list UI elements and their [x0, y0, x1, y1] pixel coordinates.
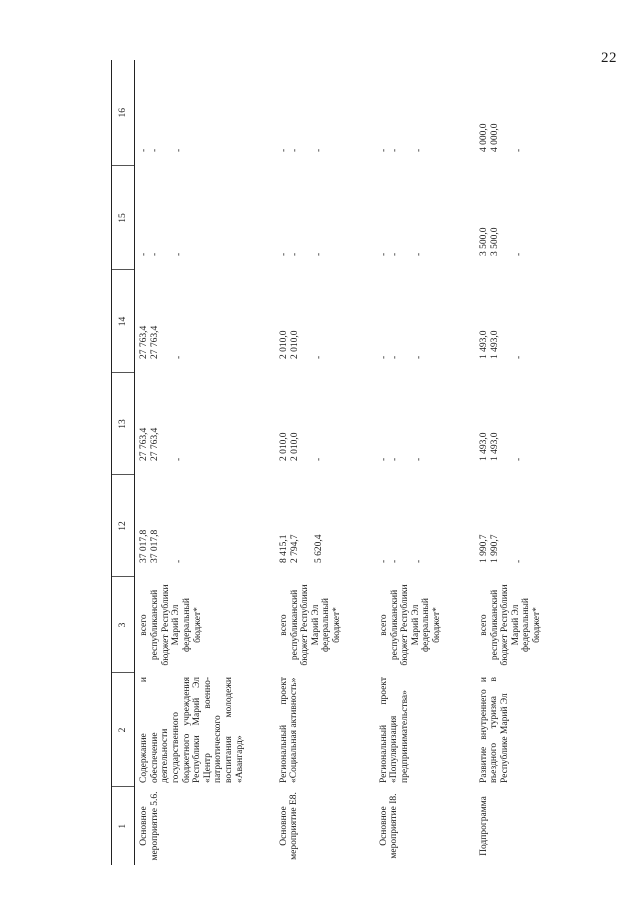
- column-header: 12: [112, 475, 135, 577]
- column-header: 16: [112, 60, 135, 166]
- column-header: 1: [112, 787, 135, 865]
- value: -: [150, 148, 160, 152]
- value: -: [174, 148, 184, 152]
- value: -: [389, 148, 400, 152]
- measure-title: Содержание и обеспечение деятельности государственного бюджетного учреждения Республики Марий Эл «Центр военно-патриотического воспитания молодежи «Авангард»: [139, 677, 245, 783]
- value-cell: [375, 373, 475, 475]
- measure-title: Региональный проект «Популяризация предпринимательства»: [378, 677, 410, 783]
- value-cell: [135, 475, 275, 577]
- value: 37 017,8: [150, 529, 160, 563]
- value: 2 010,0: [289, 432, 300, 461]
- value: -: [313, 457, 324, 461]
- value: 8 415,1: [278, 534, 289, 563]
- value-cell: [475, 60, 585, 166]
- value-cell: [375, 475, 475, 577]
- value: -: [413, 457, 424, 461]
- value: -: [378, 457, 389, 461]
- measure-code: Основное мероприятие I8.: [378, 793, 400, 859]
- value: -: [389, 252, 400, 256]
- column-header: 14: [112, 270, 135, 373]
- table-row: [135, 60, 275, 865]
- value-cell: [475, 270, 585, 373]
- value: -: [313, 148, 324, 152]
- value-cell: [135, 373, 275, 475]
- column-header: 13: [112, 373, 135, 475]
- measure-code: Основное мероприятие 5.6.: [139, 791, 160, 861]
- value: 2 010,0: [289, 330, 300, 359]
- value: 1 990,7: [478, 534, 489, 563]
- value: -: [378, 355, 389, 359]
- value: -: [174, 457, 184, 461]
- column-header: 2: [112, 673, 135, 787]
- value: 1 990,7: [489, 534, 500, 563]
- source-label: федеральный бюджет*: [321, 598, 342, 652]
- value: 27 763,4: [139, 325, 149, 359]
- table-header-row: [112, 60, 135, 865]
- source-label: федеральный бюджет*: [421, 598, 442, 652]
- source-label: федеральный бюджет*: [181, 598, 203, 652]
- table-row: [275, 60, 375, 865]
- rotated-table-container: [111, 60, 631, 865]
- financing-table: [111, 60, 585, 865]
- value: -: [513, 252, 524, 256]
- column-header: 15: [112, 166, 135, 270]
- value: -: [513, 559, 524, 563]
- measure-title: Региональный проект «Социальная активность»: [278, 677, 300, 783]
- source-label: республиканский бюджет Республики Марий Эл: [289, 584, 321, 666]
- value: -: [139, 252, 149, 256]
- value: 2 794,7: [289, 534, 300, 563]
- value: 37 017,8: [139, 529, 149, 563]
- value: -: [378, 252, 389, 256]
- value: -: [413, 252, 424, 256]
- value-cell: [475, 373, 585, 475]
- value-cell: [275, 166, 375, 270]
- value: 1 493,0: [478, 330, 489, 359]
- value: -: [278, 252, 289, 256]
- value: -: [313, 252, 324, 256]
- value: 27 763,4: [150, 427, 160, 461]
- value: -: [289, 252, 300, 256]
- value-cell: [375, 60, 475, 166]
- value: -: [413, 148, 424, 152]
- value: -: [289, 148, 300, 152]
- funding-sources: [135, 577, 275, 673]
- source-label: всего: [478, 614, 489, 636]
- value-cell: [135, 270, 275, 373]
- value-cell: [475, 475, 585, 577]
- value: 27 763,4: [150, 325, 160, 359]
- value: -: [150, 252, 160, 256]
- value-cell: [275, 60, 375, 166]
- value: -: [378, 148, 389, 152]
- value: -: [389, 355, 400, 359]
- value: 4 000,0: [489, 123, 500, 152]
- source-label: республиканский бюджет Республики Марий Эл: [489, 584, 521, 666]
- value: -: [513, 148, 524, 152]
- table-row: [475, 60, 585, 865]
- value: -: [174, 355, 184, 359]
- value: -: [378, 559, 389, 563]
- value: -: [413, 355, 424, 359]
- column-header: 3: [112, 577, 135, 673]
- source-label: всего: [139, 614, 149, 636]
- value: 5 620,4: [313, 534, 324, 563]
- value: -: [174, 559, 184, 563]
- value: 27 763,4: [139, 427, 149, 461]
- value: 3 500,0: [489, 227, 500, 256]
- value: -: [389, 559, 400, 563]
- value: 3 500,0: [478, 227, 489, 256]
- measure-title: Развитие внутреннего и въездного туризма в Республике Марий Эл: [478, 677, 510, 783]
- value: -: [313, 355, 324, 359]
- value: 2 010,0: [278, 330, 289, 359]
- value: 1 493,0: [478, 432, 489, 461]
- source-label: всего: [378, 614, 389, 636]
- value: -: [413, 559, 424, 563]
- value-cell: [275, 270, 375, 373]
- measure-code: Основное мероприятие Е8.: [278, 792, 300, 860]
- source-label: республиканский бюджет Республики Марий Эл: [389, 584, 421, 666]
- page-number: 22: [601, 50, 617, 66]
- value-cell: [135, 166, 275, 270]
- value: -: [513, 355, 524, 359]
- measure-code: Подпрограмма: [478, 796, 489, 856]
- value: -: [513, 457, 524, 461]
- value: 2 010,0: [278, 432, 289, 461]
- value: 1 493,0: [489, 330, 500, 359]
- funding-sources: [475, 577, 585, 673]
- value: -: [139, 148, 149, 152]
- source-label: республиканский бюджет Республики Марий Эл: [150, 584, 182, 666]
- funding-sources: [375, 577, 475, 673]
- value-cell: [135, 60, 275, 166]
- value-cell: [275, 373, 375, 475]
- funding-sources: [275, 577, 375, 673]
- value: 1 493,0: [489, 432, 500, 461]
- value-cell: [275, 475, 375, 577]
- value-cell: [375, 166, 475, 270]
- value-cell: [475, 166, 585, 270]
- value: 4 000,0: [478, 123, 489, 152]
- value-cell: [375, 270, 475, 373]
- value: -: [389, 457, 400, 461]
- table-row: [375, 60, 475, 865]
- source-label: федеральный бюджет*: [521, 598, 542, 652]
- source-label: всего: [278, 614, 289, 636]
- value: -: [278, 148, 289, 152]
- value: -: [174, 252, 184, 256]
